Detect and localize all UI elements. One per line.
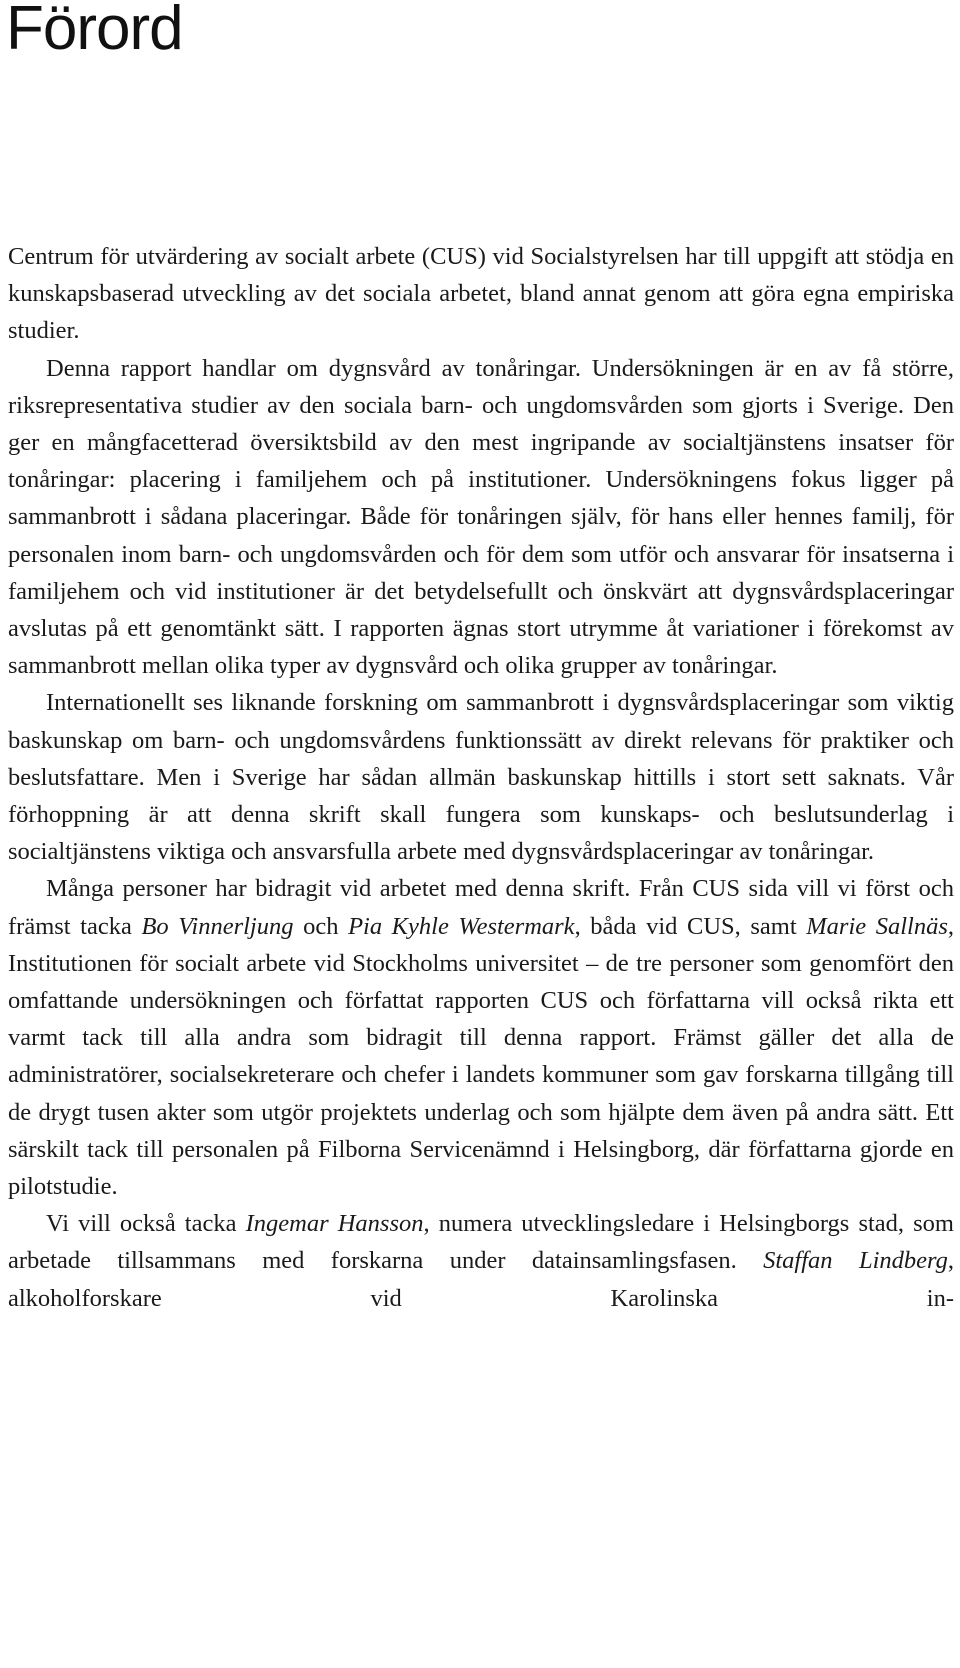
paragraph-acknowledgements <box>8 870 954 1205</box>
person-name: Ingemar Hansson <box>245 1210 424 1238</box>
person-name: Marie Sallnäs <box>806 912 948 940</box>
paragraph-international-research: Internationellt ses liknande forskning om sammanbrott i dygnsvårdsplaceringar som viktig baskunskap om barn- och ungdomsvårdens funktionssätt av direkt relevans för praktiker och beslutsfattare. Men i Sverige har sådan allmän baskunskap hittills i stort sett saknats. Vår förhoppning är att denna skrift skall fungera som kunskaps- och beslutsunderlag i socialtjänstens viktiga och ansvarsfulla arbete med dygnsvårdsplaceringar av tonåringar. <box>8 689 954 866</box>
person-name: Pia Kyhle Westermark <box>348 912 575 940</box>
paragraph-further-thanks <box>8 1205 954 1317</box>
paragraph-text: , numera utvecklingsledare i Helsingborgs stad, som arbetade tillsammans med forskarna under datainsamlingsfasen. <box>8 1210 954 1275</box>
person-name: Bo Vinnerljung <box>141 912 294 940</box>
paragraph-text: , båda vid CUS, samt <box>574 912 807 940</box>
paragraph-text: , alkoholforskare vid Karolinska in- <box>8 1247 954 1312</box>
person-name: Staffan Lindberg <box>763 1247 948 1275</box>
foreword-body <box>8 238 954 1317</box>
page-title: Förord <box>6 0 183 63</box>
paragraph-text: Många personer har bidragit vid arbetet med denna skrift. Från CUS sida vill vi först och främst tacka <box>8 875 954 940</box>
paragraph-intro: Centrum för utvärdering av socialt arbete (CUS) vid Socialstyrelsen har till uppgift att stödja en kunskapsbaserad utveckling av det sociala arbetet, bland annat genom att göra egna empiriska studier. <box>8 243 954 345</box>
paragraph-text: och <box>293 912 349 940</box>
paragraph-text: , Institutionen för socialt arbete vid Stockholms universitet – de tre personer som genomfört den omfattande undersökningen och författat rapporten CUS och författarna vill också rikta ett varmt tack till alla andra som bidragit till denna rapport. Främst gäller det alla de administratörer, socialsekreterare och chefer i landets kommuner som gav forskarna tillgång till de drygt tusen akter som utgör projektets underlag och som hjälpte dem även på andra sätt. Ett särskilt tack till personalen på Filborna Servicenämnd i Helsingborg, där författarna gjorde en pilotstudie. <box>8 912 955 1201</box>
paragraph-text: Vi vill också tacka <box>46 1210 246 1238</box>
paragraph-report-summary: Denna rapport handlar om dygnsvård av tonåringar. Undersökningen är en av få större, riksrepresentativa studier av den sociala barn- och ungdomsvården som gjorts i Sverige. Den ger en mångfacetterad översiktsbild av den mest ingripande av socialtjänstens insatser för tonåringar: placering i familjehem och på institutioner. Undersökningens fokus ligger på sammanbrott i sådana placeringar. Både för tonåringen själv, för hans eller hennes familj, för personalen inom barn- och ungdomsvården och för dem som utför och ansvarar för insatserna i familjehem och vid institutioner är det betydelsefullt och önskvärt att dygnsvårdsplaceringar avslutas på ett genomtänkt sätt. I rapporten ägnas stort utrymme åt variationer i förekomst av sammanbrott mellan olika typer av dygnsvård och olika grupper av tonåringar. <box>8 354 954 680</box>
